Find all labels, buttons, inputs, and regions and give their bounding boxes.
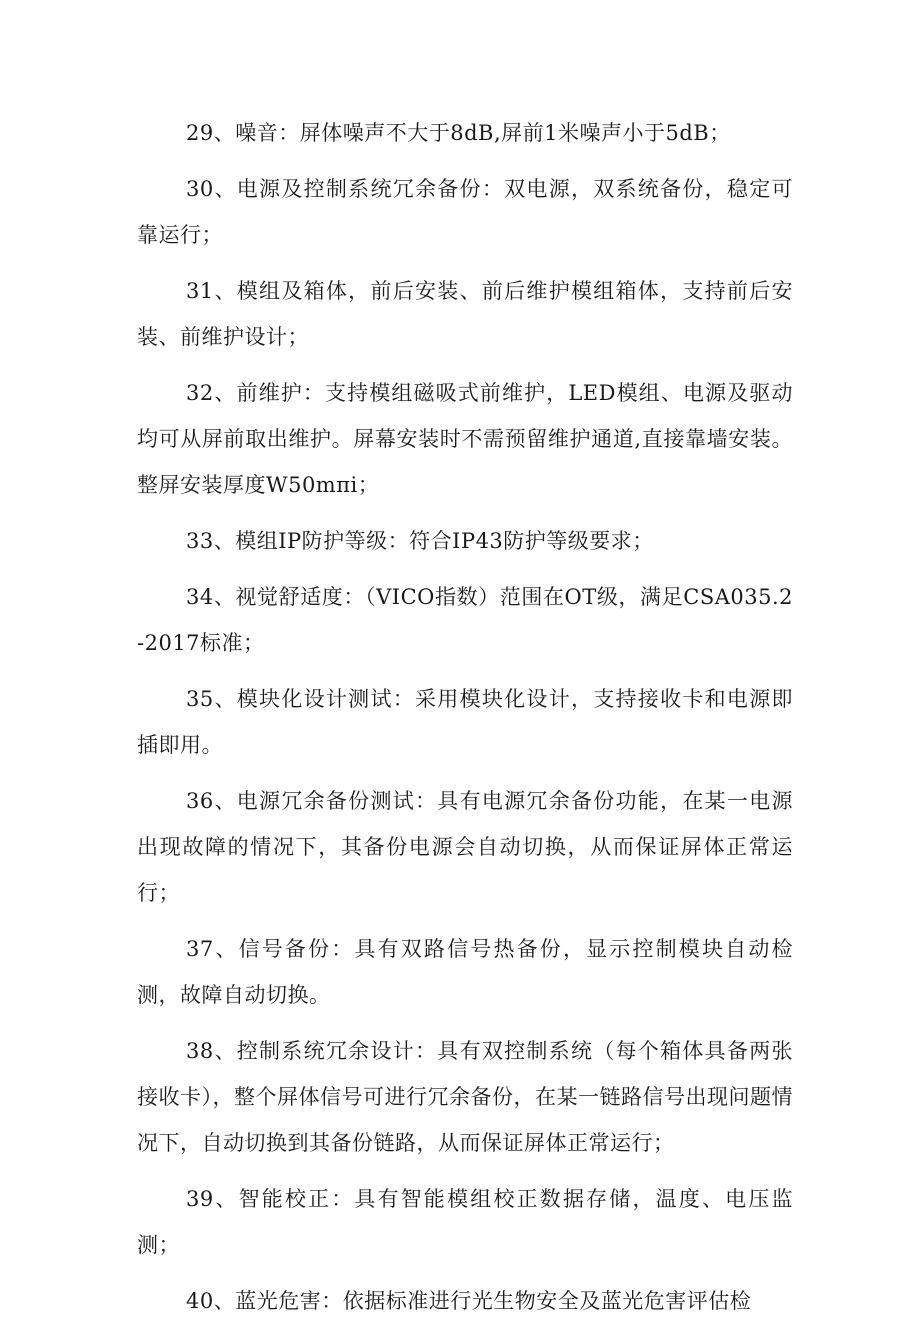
paragraph-32-front-maintenance: 32、前维护：支持模组磁吸式前维护，LED模组、电源及驱动均可从屏前取出维护。屏幕安装时不需预留维护通道,直接靠墙安装。整屏安装厚度W50mπi； <box>137 381 793 497</box>
paragraph-33-ip-rating: 33、模组IP防护等级：符合IP43防护等级要求； <box>186 529 654 553</box>
paragraph-39-smart-calibration: 39、智能校正：具有智能模组校正数据存储，温度、电压监测； <box>137 1187 793 1257</box>
paragraph-37-signal-backup: 37、信号备份：具有双路信号热备份，显示控制模块自动检测，故障自动切换。 <box>137 937 793 1007</box>
paragraph-40-blue-light-hazard: 40、蓝光危害：依据标准进行光生物安全及蓝光危害评估检 <box>186 1289 752 1313</box>
paragraph-29-noise: 29、噪音：屏体噪声不大于8dB,屏前1米噪声小于5dB； <box>186 121 731 145</box>
paragraph-30-power-redundancy: 30、电源及控制系统冗余备份：双电源，双系统备份，稳定可靠运行； <box>137 177 793 247</box>
paragraph-34-visual-comfort: 34、视觉舒适度：（VICO指数）范围在OT级，满足CSA035.2-2017标准； <box>137 585 793 655</box>
document-body <box>137 110 793 1334</box>
paragraph-31-module-cabinet: 31、模组及箱体，前后安装、前后维护模组箱体，支持前后安装、前维护设计； <box>137 279 793 349</box>
paragraph-35-modular-design: 35、模块化设计测试：采用模块化设计，支持接收卡和电源即插即用。 <box>137 687 793 757</box>
paragraph-38-control-redundancy: 38、控制系统冗余设计：具有双控制系统（每个箱体具备两张接收卡），整个屏体信号可进行冗余备份，在某一链路信号出现问题情况下，自动切换到其备份链路，从而保证屏体正常运行； <box>137 1039 793 1155</box>
paragraph-36-power-backup-test: 36、电源冗余备份测试：具有电源冗余备份功能，在某一电源出现故障的情况下，其备份电源会自动切换，从而保证屏体正常运行； <box>137 789 793 905</box>
